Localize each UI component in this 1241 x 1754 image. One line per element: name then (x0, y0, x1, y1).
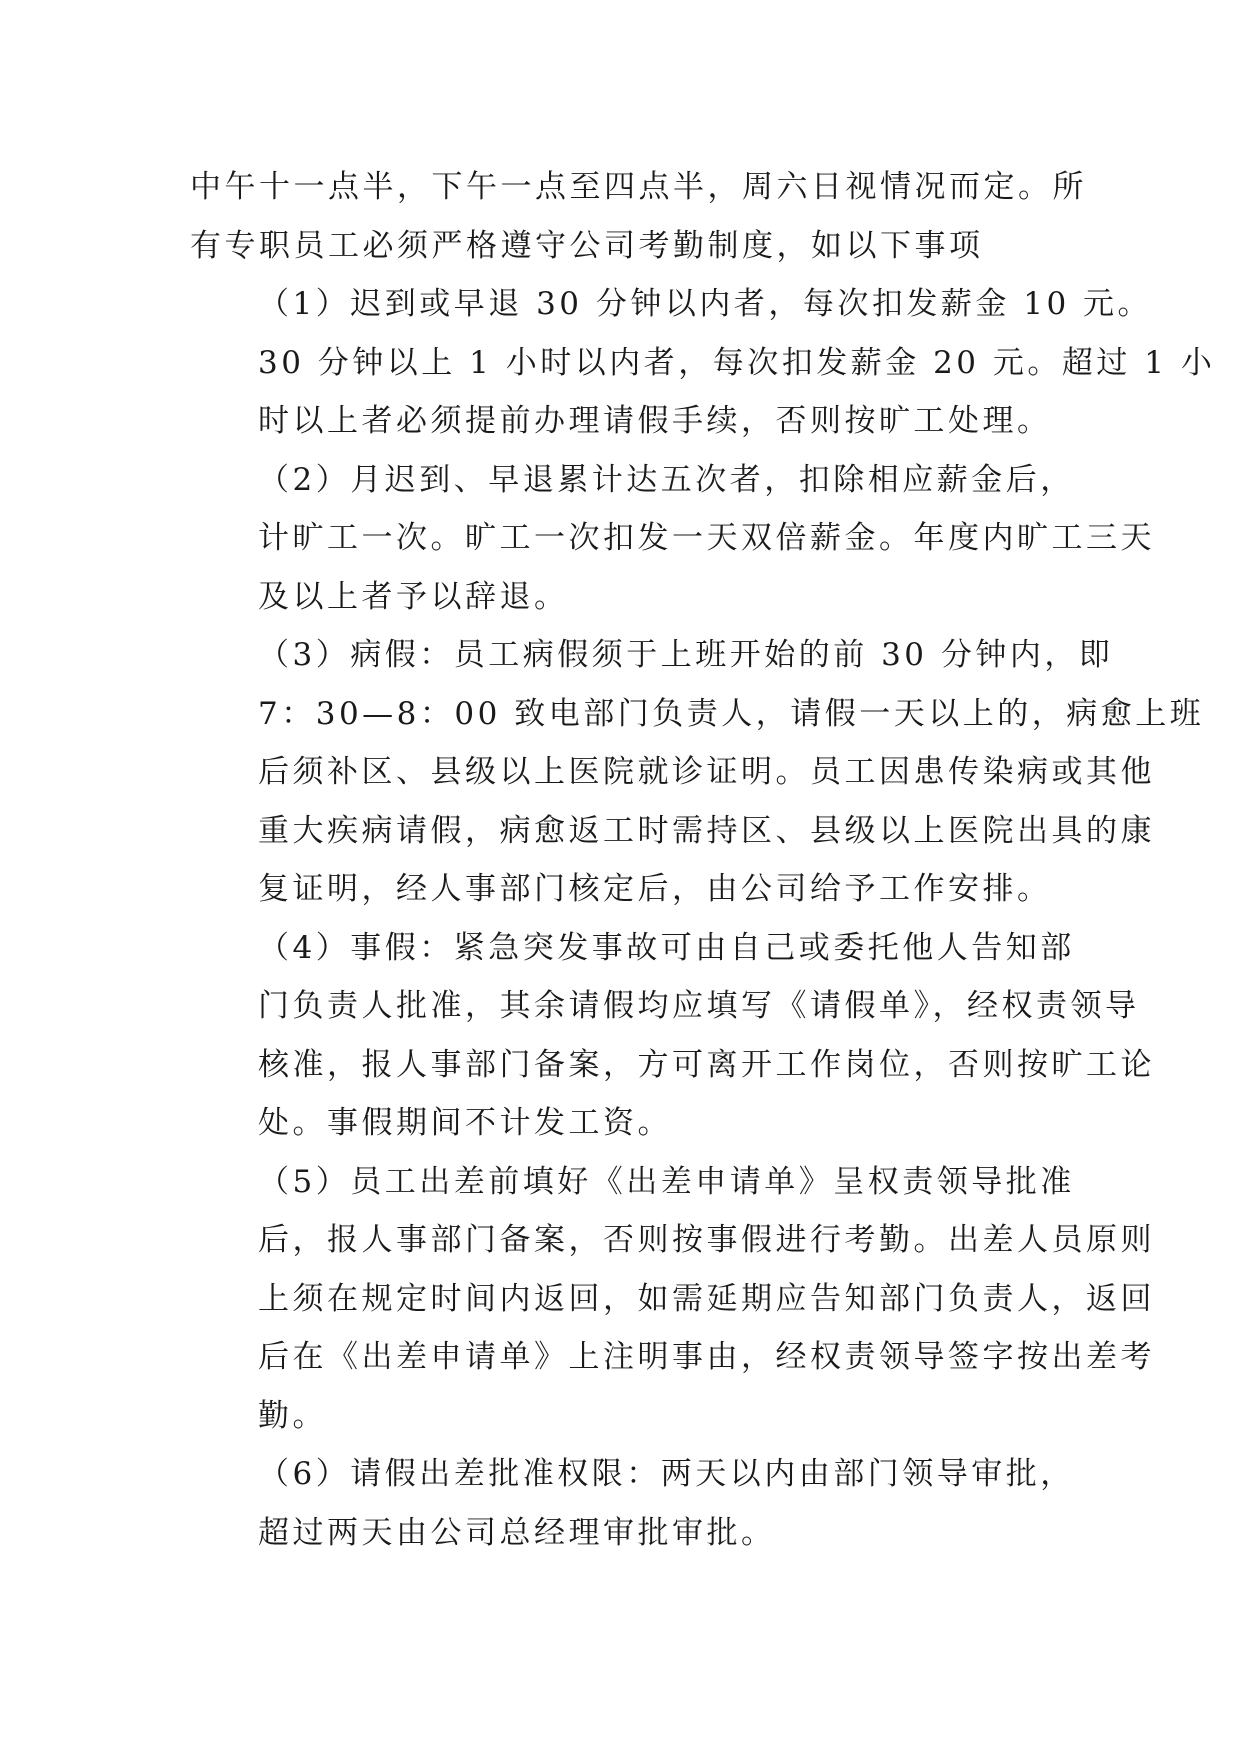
paragraph-rule-4-personal-leave (190, 919, 1155, 1153)
text-line: （3）病假：员工病假须于上班开始的前 30 分钟内，即 (258, 637, 1114, 673)
paragraph-rule-2-absence (190, 451, 1155, 627)
text-line: 后，报人事部门备案，否则按事假进行考勤。出差人员原则 (258, 1222, 1155, 1258)
text-line: 及以上者予以辞退。 (258, 578, 569, 615)
text-line: 中午十一点半，下午一点至四点半，周六日视情况而定。所 (190, 169, 1087, 205)
text-line: 后须补区、县级以上医院就诊证明。员工因患传染病或其他 (258, 754, 1155, 790)
text-line: 7：30—8：00 致电部门负责人，请假一天以上的，病愈上班 (258, 695, 1205, 732)
text-line: 30 分钟以上 1 小时以内者，每次扣发薪金 20 元。超过 1 小 (258, 344, 1216, 381)
paragraph-work-hours (190, 158, 1087, 275)
text-line: 有专职员工必须严格遵守公司考勤制度，如以下事项 (190, 227, 984, 264)
text-line: 复证明，经人事部门核定后，由公司给予工作安排。 (258, 871, 1052, 907)
text-line: 重大疾病请假，病愈返工时需持区、县级以上医院出具的康 (258, 812, 1155, 849)
text-line: （6）请假出差批准权限：两天以内由部门领导审批， (258, 1456, 1075, 1492)
text-line: 超过两天由公司总经理审批审批。 (258, 1514, 776, 1551)
text-line: 计旷工一次。旷工一次扣发一天双倍薪金。年度内旷工三天 (258, 520, 1155, 556)
paragraph-rule-5-business-trip (190, 1153, 1155, 1446)
text-line: 上须在规定时间内返回，如需延期应告知部门负责人，返回 (258, 1280, 1155, 1317)
text-line: （4）事假：紧急突发事故可由自己或委托他人告知部 (258, 929, 1075, 966)
paragraph-rule-1-late-early (190, 275, 1216, 451)
text-line: 后在《出差申请单》上注明事由，经权责领导签字按出差考 (258, 1339, 1155, 1375)
text-line: （5）员工出差前填好《出差申请单》呈权责领导批准 (258, 1163, 1075, 1200)
text-line: （1）迟到或早退 30 分钟以内者，每次扣发薪金 10 元。 (258, 286, 1153, 322)
document-page (190, 158, 1216, 1562)
text-line: 处。事假期间不计发工资。 (258, 1105, 672, 1141)
text-line: 勤。 (258, 1397, 327, 1434)
text-line: 时以上者必须提前办理请假手续，否则按旷工处理。 (258, 403, 1052, 439)
text-line: 门负责人批准，其余请假均应填写《请假单》，经权责领导 (258, 988, 1140, 1024)
text-line: （2）月迟到、早退累计达五次者，扣除相应薪金后， (258, 461, 1075, 498)
text-line: 核准，报人事部门备案，方可离开工作岗位，否则按旷工论 (258, 1046, 1155, 1083)
paragraph-rule-3-sick-leave (190, 626, 1205, 919)
paragraph-rule-6-approval-authority (190, 1445, 1075, 1562)
